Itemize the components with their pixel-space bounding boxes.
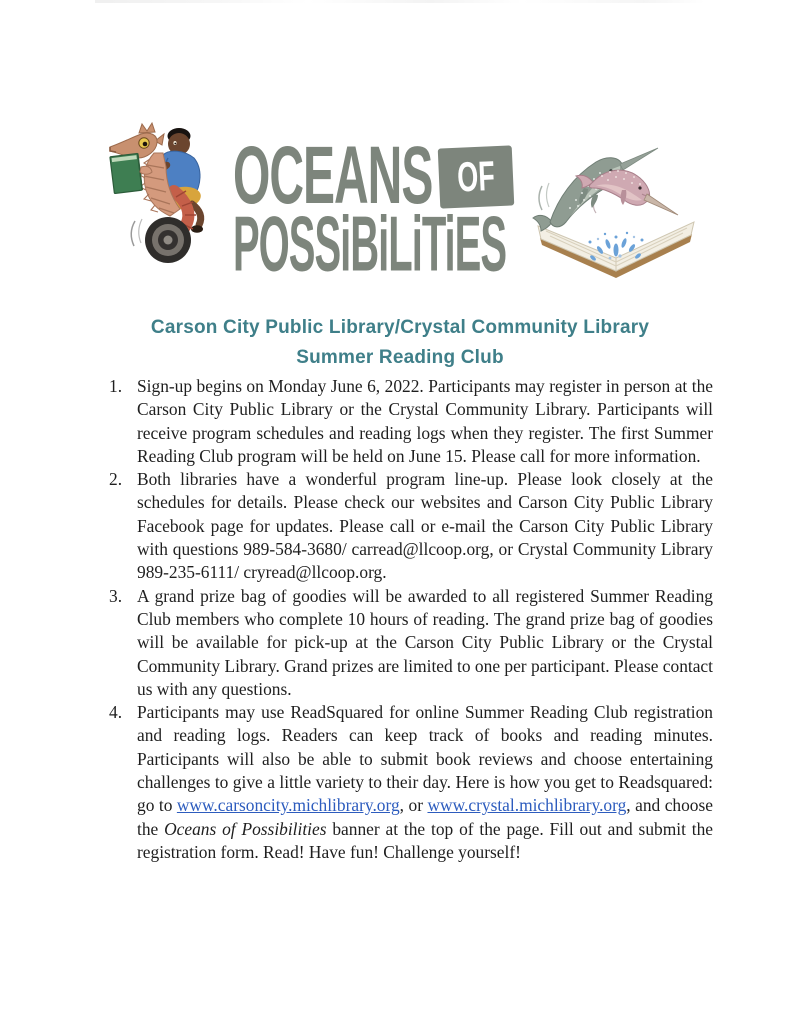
seahorse-rider-illustration xyxy=(97,105,232,275)
list-item xyxy=(109,468,713,584)
list-item-text: A grand prize bag of goodies will be awarded to all registered Summer Reading Club members who complete 10 hours of reading. The grand prize bag of goodies will be available for pick-up at the Carson City Public Library or the Crystal Community Library. Grand prizes are limited to one per participant. Please contact us with any questions. xyxy=(137,585,713,699)
page-title-line2: Summer Reading Club xyxy=(296,347,504,368)
link-carsoncity-website[interactable]: www.carsoncity.michlibrary.org xyxy=(176,795,400,816)
list-item-text: Both libraries have a wonderful program line-up. Please look closely at the schedules for details. Please check our websites and Carson City Public Library Facebook page for updates. Please call or e-mail the Carson City Public Library with questions 989-584-3680/ carread@llcoop.org, or Crystal Community Library 989-235-6111/ cryread@llcoop.org. xyxy=(137,469,713,583)
narwhals-book-icon xyxy=(530,138,702,278)
logo-word-oceans: OCEANS xyxy=(233,131,433,222)
logo-word-possibilities: POSSiBiLiTiES xyxy=(233,202,506,288)
list-item xyxy=(109,585,713,701)
list-item xyxy=(109,375,713,468)
scan-artifact xyxy=(95,0,705,3)
logo-of-box xyxy=(438,145,515,208)
italic-program-name: Oceans of Possibilities xyxy=(164,818,327,839)
page-title-line1: Carson City Public Library/Crystal Community Library xyxy=(150,317,650,338)
list-item xyxy=(109,701,713,864)
list-item-number: 1. xyxy=(109,376,123,396)
seahorse-rider-icon xyxy=(97,105,232,275)
logo-word-of: OF xyxy=(456,152,496,201)
narwhals-book-illustration xyxy=(530,138,702,278)
reading-list xyxy=(109,375,713,864)
oceans-of-possibilities-logo xyxy=(233,131,523,288)
list-item-number: 3. xyxy=(109,585,123,606)
list-item-text: Participants may use ReadSquared for online Summer Reading Club registration and reading logs. Readers can keep track of books and reading minutes. Participants will also be able to submit book reviews and choose entertaining challenges to give a little variety to their day. Here is how you get to Readsquared: go to www.carsoncity.michlibrary.org, or www.crystal.michlibrary.org, and choose the Oceans of Possibilities banner at the top of the page. Fill out and submit the registration form. Read! Have fun! Challenge yourself! xyxy=(137,702,713,862)
list-item-text: Sign-up begins on Monday June 6, 2022. Participants may register in person at the Carson City Public Library or the Crystal Community Library. Participants will receive program schedules and reading logs when they register. The first Summer Reading Club program will be held on June 15. Please call for more information. xyxy=(137,376,713,466)
link-crystal-website[interactable]: www.crystal.michlibrary.org xyxy=(427,795,627,816)
page-title xyxy=(0,313,800,373)
list-item-number: 2. xyxy=(109,469,123,490)
list-item-number: 4. xyxy=(109,702,123,723)
